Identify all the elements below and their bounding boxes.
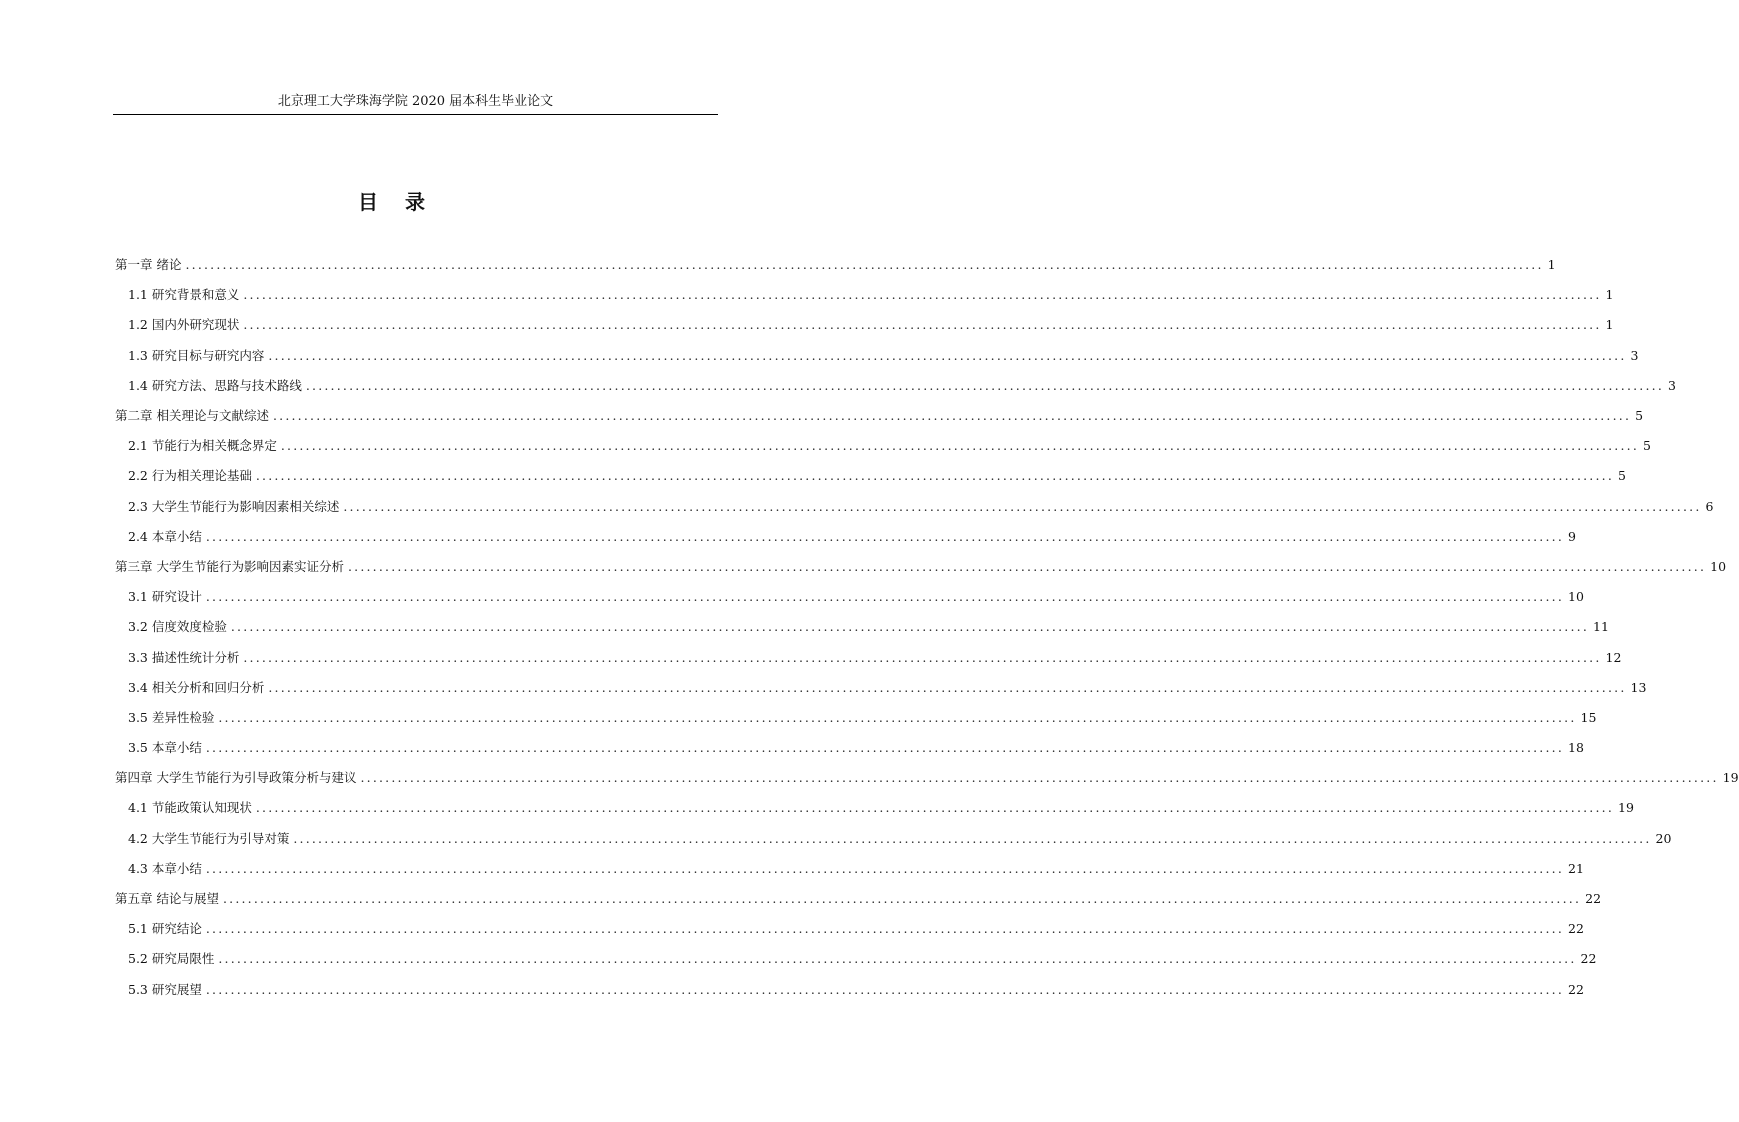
dot-leader: ............................................................................................................................................................................................................................: [243, 317, 1602, 333]
dot-leader: ............................................................................................................................................................................................................................: [280, 438, 1640, 454]
dot-leader: ............................................................................................................................................................................................................................: [218, 951, 1577, 967]
toc-page-number: 5: [1643, 438, 1651, 454]
toc-entry-label: 3.5 本章小结: [128, 740, 202, 756]
dot-leader: ............................................................................................................................................................................................................................: [205, 921, 1565, 937]
toc-entry-label: 2.3 大学生节能行为影响因素相关综述: [128, 498, 340, 514]
toc-page-number: 21: [1568, 860, 1584, 876]
dot-leader: ............................................................................................................................................................................................................................: [222, 891, 1582, 907]
toc-chapter-entry[interactable]: [115, 401, 1644, 431]
toc-page-number: 22: [1568, 921, 1584, 937]
dot-leader: ............................................................................................................................................................................................................................: [360, 770, 1719, 786]
toc-entry-label: 4.2 大学生节能行为引导对策: [128, 830, 290, 846]
toc-entry-label: 5.3 研究展望: [128, 981, 202, 997]
toc-section-entry[interactable]: [115, 944, 1597, 974]
toc-section-entry[interactable]: [115, 673, 1647, 703]
dot-leader: ............................................................................................................................................................................................................................: [272, 408, 1632, 424]
dot-leader: ............................................................................................................................................................................................................................: [205, 981, 1565, 997]
toc-title: 目 录: [358, 190, 435, 214]
dot-leader: ............................................................................................................................................................................................................................: [185, 257, 1544, 273]
toc-section-entry[interactable]: [115, 642, 1622, 672]
dot-leader: ............................................................................................................................................................................................................................: [347, 558, 1707, 574]
toc-entry-label: 5.2 研究局限性: [128, 951, 215, 967]
toc-entry-label: 2.1 节能行为相关概念界定: [128, 438, 277, 454]
toc-page-number: 19: [1618, 800, 1634, 816]
toc-page-number: 5: [1618, 468, 1626, 484]
toc-page-number: 22: [1580, 951, 1597, 967]
toc-entry-label: 4.1 节能政策认知现状: [128, 800, 252, 816]
toc-section-entry[interactable]: [115, 522, 1576, 552]
toc-section-entry[interactable]: [115, 371, 1676, 401]
toc-chapter-entry[interactable]: [115, 763, 1739, 793]
toc-page-number: 18: [1568, 740, 1584, 756]
dot-leader: ............................................................................................................................................................................................................................: [205, 589, 1565, 605]
toc-page-number: 19: [1722, 770, 1739, 786]
toc-section-entry[interactable]: [115, 582, 1584, 612]
toc-entry-label: 5.1 研究结论: [128, 921, 202, 937]
toc-section-entry[interactable]: [115, 612, 1609, 642]
dot-leader: ............................................................................................................................................................................................................................: [293, 830, 1652, 846]
toc-page-number: 1: [1605, 287, 1614, 303]
toc-section-entry[interactable]: [115, 824, 1672, 854]
toc-section-entry[interactable]: [115, 492, 1714, 522]
toc-page-number: 9: [1568, 528, 1576, 544]
toc-entry-label: 1.4 研究方法、思路与技术路线: [128, 377, 302, 393]
toc-entry-label: 第五章 结论与展望: [115, 891, 219, 907]
dot-leader: ............................................................................................................................................................................................................................: [243, 649, 1602, 665]
toc-entry-label: 2.2 行为相关理论基础: [128, 468, 252, 484]
toc-section-entry[interactable]: [115, 854, 1584, 884]
toc-section-entry[interactable]: [115, 793, 1634, 823]
toc-entry-label: 2.4 本章小结: [128, 528, 202, 544]
dot-leader: ............................................................................................................................................................................................................................: [268, 679, 1627, 695]
toc-section-entry[interactable]: [115, 341, 1639, 371]
toc-entry-label: 3.1 研究设计: [128, 589, 202, 605]
toc-page-number: 11: [1593, 619, 1609, 635]
toc-page-number: 5: [1635, 408, 1644, 424]
dot-leader: ............................................................................................................................................................................................................................: [230, 619, 1590, 635]
toc-page-number: 15: [1580, 709, 1597, 725]
toc-chapter-entry[interactable]: [115, 884, 1602, 914]
toc-chapter-entry[interactable]: [115, 250, 1556, 280]
toc-entry-label: 1.1 研究背景和意义: [128, 287, 240, 303]
toc-entry-label: 1.2 国内外研究现状: [128, 317, 240, 333]
toc-section-entry[interactable]: [115, 703, 1597, 733]
toc-page-number: 10: [1568, 589, 1584, 605]
dot-leader: ............................................................................................................................................................................................................................: [255, 468, 1615, 484]
dot-leader: ............................................................................................................................................................................................................................: [268, 347, 1627, 363]
dot-leader: ............................................................................................................................................................................................................................: [243, 287, 1602, 303]
toc-page-number: 13: [1630, 679, 1647, 695]
toc-section-entry[interactable]: [115, 914, 1584, 944]
toc-page-number: 22: [1568, 981, 1584, 997]
toc-entry-label: 3.5 差异性检验: [128, 709, 215, 725]
dot-leader: ............................................................................................................................................................................................................................: [255, 800, 1615, 816]
toc-entry-label: 3.3 描述性统计分析: [128, 649, 240, 665]
toc-chapter-entry[interactable]: [115, 552, 1727, 582]
toc-page-number: 1: [1605, 317, 1614, 333]
toc-page-number: 10: [1710, 558, 1727, 574]
toc-page-number: 3: [1668, 377, 1676, 393]
dot-leader: ............................................................................................................................................................................................................................: [305, 377, 1665, 393]
toc-section-entry[interactable]: [115, 975, 1584, 1005]
toc-page-number: 20: [1655, 830, 1672, 846]
toc-page-number: 6: [1705, 498, 1714, 514]
toc-section-entry[interactable]: [115, 431, 1651, 461]
toc-section-entry[interactable]: [115, 310, 1614, 340]
dot-leader: ............................................................................................................................................................................................................................: [218, 709, 1577, 725]
toc-page-number: 1: [1547, 257, 1556, 273]
dot-leader: ............................................................................................................................................................................................................................: [205, 860, 1565, 876]
dot-leader: ............................................................................................................................................................................................................................: [205, 528, 1565, 544]
page-header: 北京理工大学珠海学院 2020 届本科生毕业论文: [277, 94, 554, 109]
toc-entry-label: 1.3 研究目标与研究内容: [128, 347, 265, 363]
toc-entry-label: 3.4 相关分析和回归分析: [128, 679, 265, 695]
toc-entry-label: 第四章 大学生节能行为引导政策分析与建议: [115, 770, 357, 786]
toc-section-entry[interactable]: [115, 461, 1626, 491]
toc-page-number: 3: [1630, 347, 1639, 363]
dot-leader: ............................................................................................................................................................................................................................: [343, 498, 1702, 514]
toc-entry-label: 第三章 大学生节能行为影响因素实证分析: [115, 558, 344, 574]
header-rule: [113, 114, 718, 115]
toc-section-entry[interactable]: [115, 733, 1584, 763]
toc-entry-label: 3.2 信度效度检验: [128, 619, 227, 635]
toc-entry-label: 第一章 绪论: [115, 257, 182, 273]
table-of-contents: [115, 250, 1739, 1005]
toc-page-number: 22: [1585, 891, 1602, 907]
toc-entry-label: 第二章 相关理论与文献综述: [115, 408, 269, 424]
dot-leader: ............................................................................................................................................................................................................................: [205, 740, 1565, 756]
toc-entry-label: 4.3 本章小结: [128, 860, 202, 876]
toc-page-number: 12: [1605, 649, 1622, 665]
toc-section-entry[interactable]: [115, 280, 1614, 310]
